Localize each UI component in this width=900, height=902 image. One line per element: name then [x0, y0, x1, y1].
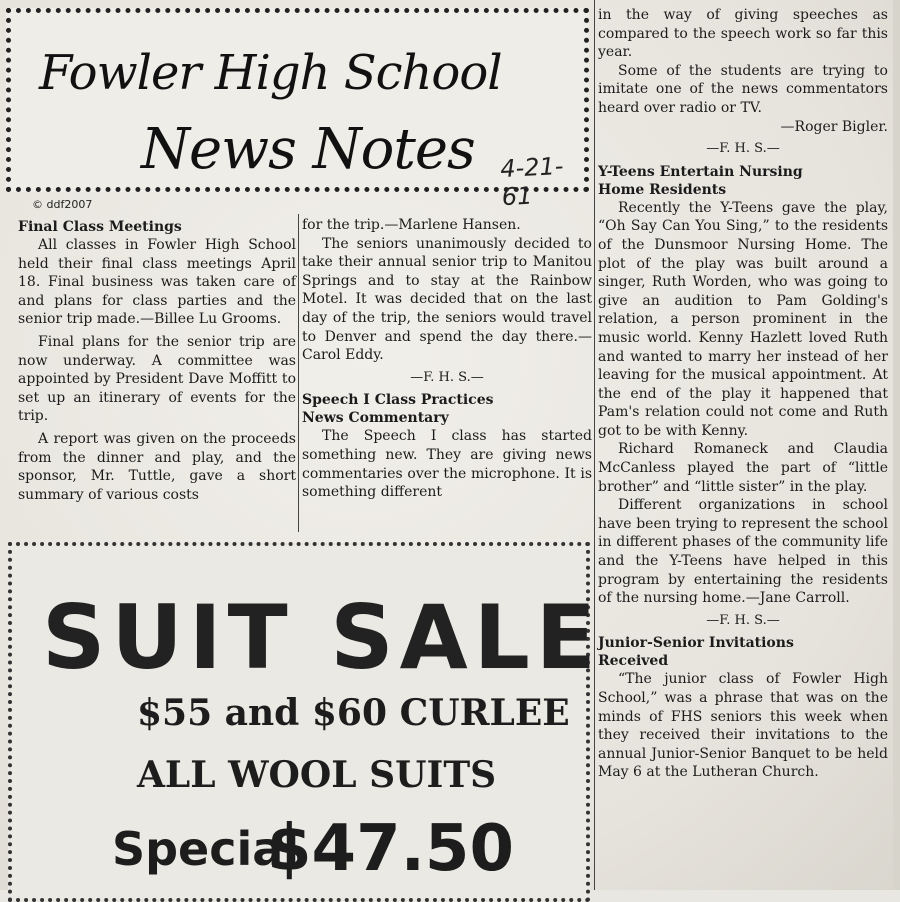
paragraph: The Speech I class has started something new. They are giving news commentaries over the microphone. It is something different [302, 428, 592, 501]
ad-price: $47.50 [267, 812, 514, 886]
article-heading: Junior-Senior Invitations [598, 635, 794, 652]
paragraph: All classes in Fowler High School held their final class meetings April 18. Final business was taken care of and plans for class parties and the senior trip made.—Billee Lu Grooms. [18, 237, 296, 328]
byline: —Roger Bigler. [780, 118, 888, 135]
article-heading: Speech I Class Practices [302, 392, 494, 409]
section-separator: —F. H. S.— [410, 369, 484, 385]
paragraph: in the way of giving speeches as compared to the speech work so far this year. [598, 7, 888, 61]
paragraph: The seniors unanimously decided to take their annual senior trip to Manitou Springs and to stay at the Rainbow Motel. It was decided that on the last day of the trip, the seniors would travel to Denver and spend the day there.—Carol Eddy. [302, 235, 592, 364]
column-2 [302, 216, 592, 502]
copyright-credit: © ddf2007 [32, 198, 93, 211]
column-3 [598, 6, 888, 782]
ad-line: ALL WOOL SUITS [137, 754, 497, 796]
paragraph: Different organizations in school have been trying to represent the school in different phases of the community life and the Y-Teens have helped in this program by entertaining the residents of the nursing home.—Jane Carroll. [598, 497, 888, 607]
paragraph: “The junior class of Fowler High School,” was a phrase that was on the minds of FHS seniors this week when they received their invitations to the annual Junior-Senior Banquet to be held May 6 at the Lutheran Church. [598, 671, 888, 781]
article-heading: Home Residents [598, 181, 727, 198]
article-heading: Received [598, 653, 669, 670]
masthead-subtitle: News Notes [141, 117, 475, 182]
adjacent-column-edge [893, 0, 900, 890]
paragraph: Final plans for the senior trip are now underway. A committee was appointed by President Dave Moffitt to set up an itinerary of events for the trip. [18, 333, 296, 425]
article-heading: Y-Teens Entertain Nursing [598, 163, 803, 180]
column-1 [18, 218, 296, 504]
section-separator: —F. H. S.— [706, 612, 780, 628]
handwritten-date: 4-21-61 [499, 151, 565, 212]
ad-special-label: Special [112, 822, 300, 876]
masthead-title: Fowler High School [39, 45, 502, 101]
article-heading: News Commentary [302, 410, 449, 427]
ad-title: SUIT SALE [42, 586, 602, 689]
article-heading: Final Class Meetings [18, 219, 182, 235]
ad-line: $55 and $60 CURLEE [137, 692, 570, 734]
paragraph: A report was given on the proceeds from the dinner and play, and the sponsor, Mr. Tuttle, gave a short summary of various costs [18, 430, 296, 503]
section-separator: —F. H. S.— [706, 141, 780, 157]
column-rule [594, 0, 595, 890]
paragraph: Recently the Y-Teens gave the play, “Oh Say Can You Sing,” to the residents of the Dunsmoor Nursing Home. The plot of the play was built around a singer, Ruth Worden, who was going to give an audition to Pam Golding's relation, a person prominent in the music world. Kenny Hazlett loved Ruth and wanted to marry her instead of her leaving for the musical appointment. At the end of the play it happened that Pam's relation could not come and Ruth got to be with Kenny. [598, 199, 888, 439]
paragraph: for the trip.—Marlene Hansen. [302, 217, 521, 233]
paragraph: Some of the students are trying to imitate one of the news commentators heard over radio or TV. [598, 62, 888, 116]
paragraph: Richard Romaneck and Claudia McCanless played the part of “little brother” and “little sister” in the play. [598, 441, 888, 495]
column-rule [298, 214, 299, 532]
suit-sale-ad [8, 542, 602, 902]
